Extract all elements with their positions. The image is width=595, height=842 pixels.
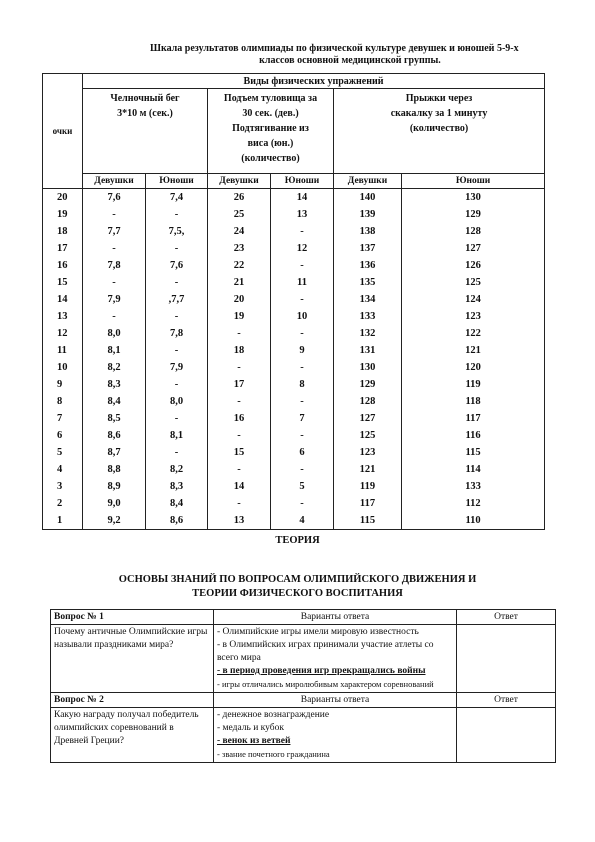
points-cell: 7 bbox=[43, 410, 83, 427]
result-cell: 123 bbox=[402, 308, 545, 325]
question-body-row bbox=[51, 708, 556, 763]
points-cell: 13 bbox=[43, 308, 83, 325]
answer-column-header: Ответ bbox=[457, 693, 556, 708]
result-cell: 124 bbox=[402, 291, 545, 308]
sub-header-boys: Юноши bbox=[402, 174, 545, 189]
result-cell: 130 bbox=[334, 359, 402, 376]
table-row bbox=[43, 393, 545, 410]
result-cell: 13 bbox=[271, 206, 334, 223]
result-cell: - bbox=[83, 308, 146, 325]
result-cell: 7,4 bbox=[146, 189, 208, 207]
table-row bbox=[43, 410, 545, 427]
result-cell: 112 bbox=[402, 495, 545, 512]
result-cell: 7,6 bbox=[146, 257, 208, 274]
result-cell: 128 bbox=[334, 393, 402, 410]
question-header-row bbox=[51, 693, 556, 708]
result-cell: 7 bbox=[271, 410, 334, 427]
table-row bbox=[43, 495, 545, 512]
result-cell: 121 bbox=[334, 461, 402, 478]
result-cell: 115 bbox=[334, 512, 402, 530]
result-cell: - bbox=[146, 308, 208, 325]
theory-subtitle: ОСНОВЫ ЗНАНИЙ ПО ВОПРОСАМ ОЛИМПИЙСКОГО ДВИЖЕНИЯ И ТЕОРИИ ФИЗИЧЕСКОГО ВОСПИТАНИЯ bbox=[118, 574, 477, 599]
result-cell: - bbox=[271, 257, 334, 274]
result-cell: 126 bbox=[402, 257, 545, 274]
result-cell: 117 bbox=[334, 495, 402, 512]
result-cell: 135 bbox=[334, 274, 402, 291]
answer-options bbox=[214, 708, 457, 763]
result-cell: 8,4 bbox=[83, 393, 146, 410]
result-cell: 14 bbox=[271, 189, 334, 207]
result-cell: 136 bbox=[334, 257, 402, 274]
result-cell: - bbox=[271, 359, 334, 376]
points-cell: 19 bbox=[43, 206, 83, 223]
result-cell: 7,9 bbox=[146, 359, 208, 376]
question-text: Почему античные Олимпийские игры называли праздниками мира? bbox=[51, 625, 214, 693]
result-cell: 138 bbox=[334, 223, 402, 240]
result-cell: 133 bbox=[334, 308, 402, 325]
table-row bbox=[43, 206, 545, 223]
result-cell: 8 bbox=[271, 376, 334, 393]
result-cell: 116 bbox=[402, 427, 545, 444]
answer-option: - Олимпийские игры имели мировую известность bbox=[217, 627, 419, 637]
sub-header-boys: Юноши bbox=[146, 174, 208, 189]
result-cell: 10 bbox=[271, 308, 334, 325]
result-cell: 7,8 bbox=[146, 325, 208, 342]
result-cell: - bbox=[146, 342, 208, 359]
question-header-row bbox=[51, 610, 556, 625]
answer-option: - в Олимпийских играх принимали участие атлеты со всего мира bbox=[217, 640, 434, 663]
exercise-jump-rope-header: Прыжки через скакалку за 1 минуту (количество) bbox=[334, 89, 545, 174]
result-cell: - bbox=[271, 427, 334, 444]
answer-option: - венок из ветвей bbox=[217, 736, 291, 746]
exercise-situps-pullups-header: Подъем туловища за 30 сек. (дев.) Подтягивание из виса (юн.) (количество) bbox=[208, 89, 334, 174]
points-cell: 6 bbox=[43, 427, 83, 444]
table-row bbox=[43, 444, 545, 461]
result-cell: 9,2 bbox=[83, 512, 146, 530]
result-cell: 8,3 bbox=[83, 376, 146, 393]
table-row bbox=[43, 461, 545, 478]
result-cell: 8,2 bbox=[146, 461, 208, 478]
table-row bbox=[43, 223, 545, 240]
result-cell: 137 bbox=[334, 240, 402, 257]
table-row bbox=[43, 376, 545, 393]
result-cell: - bbox=[146, 410, 208, 427]
result-cell: 7,7 bbox=[83, 223, 146, 240]
result-cell: 18 bbox=[208, 342, 271, 359]
result-cell: 140 bbox=[334, 189, 402, 207]
points-cell: 3 bbox=[43, 478, 83, 495]
points-cell: 16 bbox=[43, 257, 83, 274]
result-cell: 117 bbox=[402, 410, 545, 427]
result-cell: 123 bbox=[334, 444, 402, 461]
result-cell: 121 bbox=[402, 342, 545, 359]
result-cell: 133 bbox=[402, 478, 545, 495]
result-cell: 19 bbox=[208, 308, 271, 325]
result-cell: 127 bbox=[402, 240, 545, 257]
result-cell: 5 bbox=[271, 478, 334, 495]
exercises-group-header: Виды физических упражнений bbox=[83, 74, 545, 89]
results-scale-table bbox=[42, 73, 545, 530]
result-cell: 7,6 bbox=[83, 189, 146, 207]
points-cell: 18 bbox=[43, 223, 83, 240]
question-number: Вопрос № 1 bbox=[51, 610, 214, 625]
result-cell: - bbox=[208, 325, 271, 342]
result-cell: 6 bbox=[271, 444, 334, 461]
result-cell: 120 bbox=[402, 359, 545, 376]
result-cell: - bbox=[208, 495, 271, 512]
answer-option: - денежное вознаграждение bbox=[217, 710, 330, 720]
result-cell: 139 bbox=[334, 206, 402, 223]
result-cell: 21 bbox=[208, 274, 271, 291]
points-cell: 5 bbox=[43, 444, 83, 461]
result-cell: 4 bbox=[271, 512, 334, 530]
result-cell: - bbox=[271, 325, 334, 342]
table-row bbox=[43, 478, 545, 495]
result-cell: 119 bbox=[402, 376, 545, 393]
result-cell: - bbox=[146, 274, 208, 291]
table-row bbox=[43, 359, 545, 376]
table-row bbox=[43, 240, 545, 257]
answer-column-header: Ответ bbox=[457, 610, 556, 625]
result-cell: 9 bbox=[271, 342, 334, 359]
result-cell: 20 bbox=[208, 291, 271, 308]
answer-field[interactable] bbox=[457, 625, 556, 693]
result-cell: 115 bbox=[402, 444, 545, 461]
points-cell: 2 bbox=[43, 495, 83, 512]
result-cell: 8,7 bbox=[83, 444, 146, 461]
result-cell: - bbox=[83, 274, 146, 291]
points-cell: 9 bbox=[43, 376, 83, 393]
result-cell: - bbox=[146, 206, 208, 223]
options-column-header: Варианты ответа bbox=[214, 693, 457, 708]
answer-option: - звание почетного гражданина bbox=[217, 749, 330, 759]
table-row bbox=[43, 291, 545, 308]
points-cell: 11 bbox=[43, 342, 83, 359]
points-cell: 4 bbox=[43, 461, 83, 478]
quiz-table bbox=[50, 609, 556, 763]
result-cell: 23 bbox=[208, 240, 271, 257]
sub-header-girls: Девушки bbox=[208, 174, 271, 189]
result-cell: 7,8 bbox=[83, 257, 146, 274]
result-cell: 131 bbox=[334, 342, 402, 359]
points-cell: 15 bbox=[43, 274, 83, 291]
result-cell: 24 bbox=[208, 223, 271, 240]
result-cell: - bbox=[208, 427, 271, 444]
sub-header-boys: Юноши bbox=[271, 174, 334, 189]
table-row bbox=[43, 274, 545, 291]
result-cell: 8,1 bbox=[83, 342, 146, 359]
result-cell: - bbox=[146, 376, 208, 393]
result-cell: 119 bbox=[334, 478, 402, 495]
result-cell: 8,8 bbox=[83, 461, 146, 478]
result-cell: 125 bbox=[402, 274, 545, 291]
result-cell: 7,5, bbox=[146, 223, 208, 240]
options-column-header: Варианты ответа bbox=[214, 610, 457, 625]
result-cell: 8,2 bbox=[83, 359, 146, 376]
result-cell: 132 bbox=[334, 325, 402, 342]
result-cell: - bbox=[208, 461, 271, 478]
points-cell: 17 bbox=[43, 240, 83, 257]
result-cell: 15 bbox=[208, 444, 271, 461]
title-line-2: классов основной медицинской группы. bbox=[259, 55, 441, 66]
answer-option: - медаль и кубок bbox=[217, 723, 284, 733]
result-cell: 8,0 bbox=[146, 393, 208, 410]
result-cell: - bbox=[271, 393, 334, 410]
points-cell: 1 bbox=[43, 512, 83, 530]
result-cell: 134 bbox=[334, 291, 402, 308]
result-cell: 16 bbox=[208, 410, 271, 427]
points-cell: 10 bbox=[43, 359, 83, 376]
result-cell: 8,6 bbox=[146, 512, 208, 530]
question-number: Вопрос № 2 bbox=[51, 693, 214, 708]
result-cell: 12 bbox=[271, 240, 334, 257]
points-cell: 20 bbox=[43, 189, 83, 207]
result-cell: 130 bbox=[402, 189, 545, 207]
result-cell: - bbox=[146, 444, 208, 461]
result-cell: 110 bbox=[402, 512, 545, 530]
result-cell: 13 bbox=[208, 512, 271, 530]
result-cell: - bbox=[208, 393, 271, 410]
result-cell: - bbox=[83, 240, 146, 257]
result-cell: - bbox=[83, 206, 146, 223]
result-cell: - bbox=[271, 495, 334, 512]
result-cell: 125 bbox=[334, 427, 402, 444]
table-row bbox=[43, 257, 545, 274]
result-cell: - bbox=[271, 291, 334, 308]
table-row bbox=[43, 427, 545, 444]
table-row bbox=[43, 512, 545, 530]
table-row bbox=[43, 325, 545, 342]
result-cell: 17 bbox=[208, 376, 271, 393]
result-cell: 26 bbox=[208, 189, 271, 207]
result-cell: 114 bbox=[402, 461, 545, 478]
result-cell: 118 bbox=[402, 393, 545, 410]
result-cell: 127 bbox=[334, 410, 402, 427]
points-cell: 8 bbox=[43, 393, 83, 410]
answer-options bbox=[214, 625, 457, 693]
result-cell: 8,4 bbox=[146, 495, 208, 512]
exercise-shuttle-run-header: Челночный бег 3*10 м (сек.) bbox=[83, 89, 208, 174]
result-cell: 8,0 bbox=[83, 325, 146, 342]
table-row bbox=[43, 342, 545, 359]
table-row bbox=[43, 308, 545, 325]
result-cell: - bbox=[271, 223, 334, 240]
theory-heading: ТЕОРИЯ bbox=[275, 535, 320, 546]
title-line-1: Шкала результатов олимпиады по физической культуре девушек и юношей 5-9-х bbox=[150, 43, 519, 54]
answer-option: - игры отличались миролюбивым характером соревнований bbox=[217, 679, 434, 689]
question-body-row bbox=[51, 625, 556, 693]
result-cell: 8,6 bbox=[83, 427, 146, 444]
result-cell: 22 bbox=[208, 257, 271, 274]
result-cell: 8,5 bbox=[83, 410, 146, 427]
result-cell: 25 bbox=[208, 206, 271, 223]
result-cell: ,7,7 bbox=[146, 291, 208, 308]
result-cell: 7,9 bbox=[83, 291, 146, 308]
result-cell: 11 bbox=[271, 274, 334, 291]
result-cell: 14 bbox=[208, 478, 271, 495]
points-cell: 14 bbox=[43, 291, 83, 308]
document-title bbox=[150, 43, 550, 67]
result-cell: 128 bbox=[402, 223, 545, 240]
result-cell: 122 bbox=[402, 325, 545, 342]
points-header: очки bbox=[43, 74, 83, 189]
result-cell: 9,0 bbox=[83, 495, 146, 512]
points-cell: 12 bbox=[43, 325, 83, 342]
result-cell: 8,9 bbox=[83, 478, 146, 495]
answer-option: - в период проведения игр прекращались войны bbox=[217, 666, 426, 676]
question-text: Какую награду получал победитель олимпийских соревнований в Древней Греции? bbox=[51, 708, 214, 763]
result-cell: - bbox=[271, 461, 334, 478]
answer-field[interactable] bbox=[457, 708, 556, 763]
result-cell: 129 bbox=[334, 376, 402, 393]
sub-header-girls: Девушки bbox=[83, 174, 146, 189]
result-cell: - bbox=[146, 240, 208, 257]
sub-header-girls: Девушки bbox=[334, 174, 402, 189]
result-cell: - bbox=[208, 359, 271, 376]
result-cell: 8,1 bbox=[146, 427, 208, 444]
result-cell: 8,3 bbox=[146, 478, 208, 495]
table-row bbox=[43, 189, 545, 207]
result-cell: 129 bbox=[402, 206, 545, 223]
